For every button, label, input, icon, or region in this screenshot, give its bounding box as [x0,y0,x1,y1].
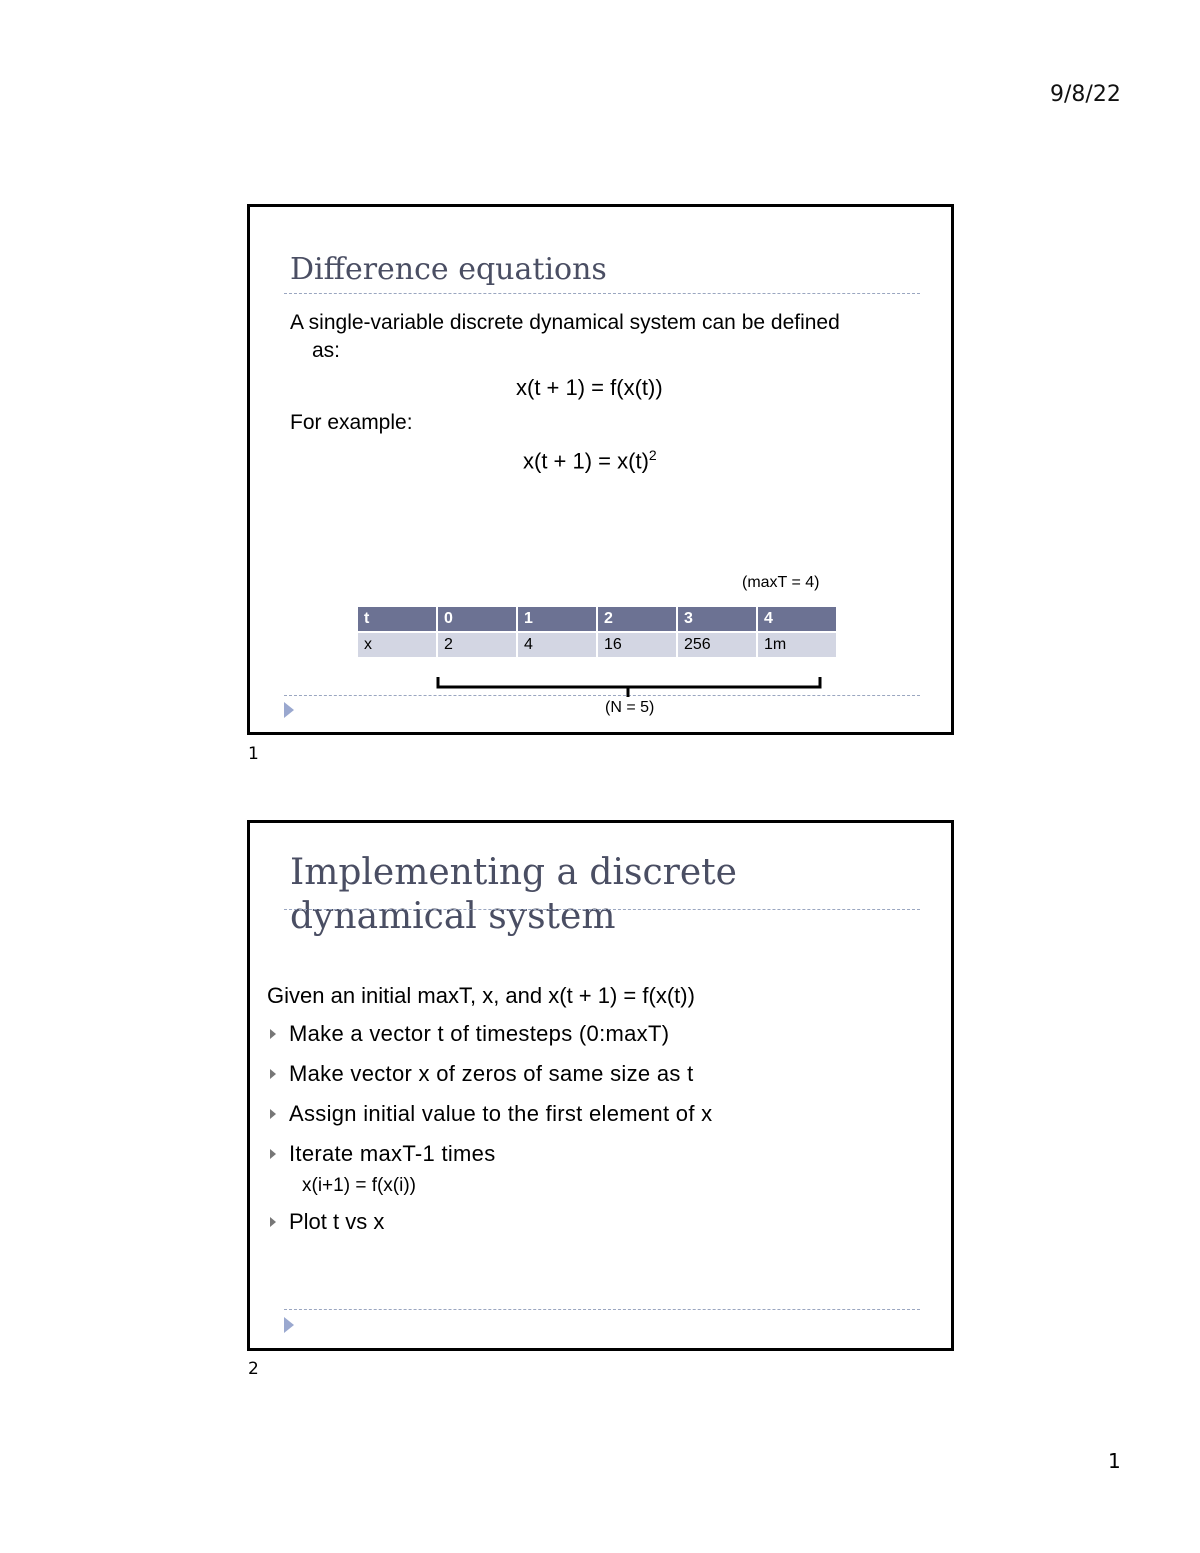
values-table [356,605,838,659]
slide-title: Difference equations [290,252,607,287]
list-item-text: Assign initial value to the first element of x [289,1101,713,1126]
table-row [358,633,836,657]
list-item-text: Make a vector t of timesteps (0:maxT) [289,1021,670,1046]
triangle-bullet-icon [270,1029,276,1039]
slide-2 [247,820,954,1351]
equation-example-exponent: 2 [648,447,657,463]
title-divider [284,293,920,294]
equation-general: x(t + 1) = f(x(t)) [516,375,663,400]
table-header-row [358,607,836,631]
triangle-right-icon [284,1317,294,1333]
triangle-bullet-icon [270,1069,276,1079]
slide-number: 1 [248,744,259,764]
for-example-label: For example: [290,411,413,434]
table-cell: 4 [518,633,596,657]
steps-list [267,1019,712,1179]
intro-paragraph [290,309,910,365]
list-item-text: Make vector x of zeros of same size as t [289,1061,694,1086]
slide-number: 2 [248,1359,259,1379]
iteration-formula: x(i+1) = f(x(i)) [302,1175,416,1196]
table-cell: 1 [518,607,596,631]
list-item [267,1059,712,1099]
table-cell: 0 [438,607,516,631]
maxT-annotation: (maxT = 4) [742,574,820,591]
list-item-text: Iterate maxT-1 times [289,1141,496,1166]
table-cell: t [358,607,436,631]
intro-line-1: A single-variable discrete dynamical system can be defined [290,311,840,334]
header-date: 9/8/22 [1050,82,1121,107]
table-cell: 16 [598,633,676,657]
list-item [267,1207,384,1237]
equation-example [523,447,657,474]
triangle-bullet-icon [270,1217,276,1227]
table-cell: 4 [758,607,836,631]
list-item-text: Plot t vs x [289,1209,385,1234]
table-cell: 2 [598,607,676,631]
footer-divider [284,1309,920,1310]
table-cell: x [358,633,436,657]
list-item [267,1139,712,1179]
table-cell: 256 [678,633,756,657]
intro-line-2: as: [312,339,341,362]
n-annotation: (N = 5) [605,699,655,716]
list-item [267,1019,712,1059]
table-cell: 2 [438,633,516,657]
equation-example-base: x(t + 1) = x(t) [523,448,649,474]
slide-title: Implementing a discrete dynamical system [290,852,737,937]
table-cell: 1m [758,633,836,657]
slide-1 [247,204,954,735]
triangle-right-icon [284,702,294,718]
title-divider [284,909,920,910]
triangle-bullet-icon [270,1149,276,1159]
table-cell: 3 [678,607,756,631]
steps-list-tail [267,1207,384,1237]
n-brace-icon [436,677,822,699]
triangle-bullet-icon [270,1109,276,1119]
page-number: 1 [1108,1449,1121,1473]
given-line: Given an initial maxT, x, and x(t + 1) = f(x(t)) [267,983,695,1008]
list-item [267,1099,712,1139]
